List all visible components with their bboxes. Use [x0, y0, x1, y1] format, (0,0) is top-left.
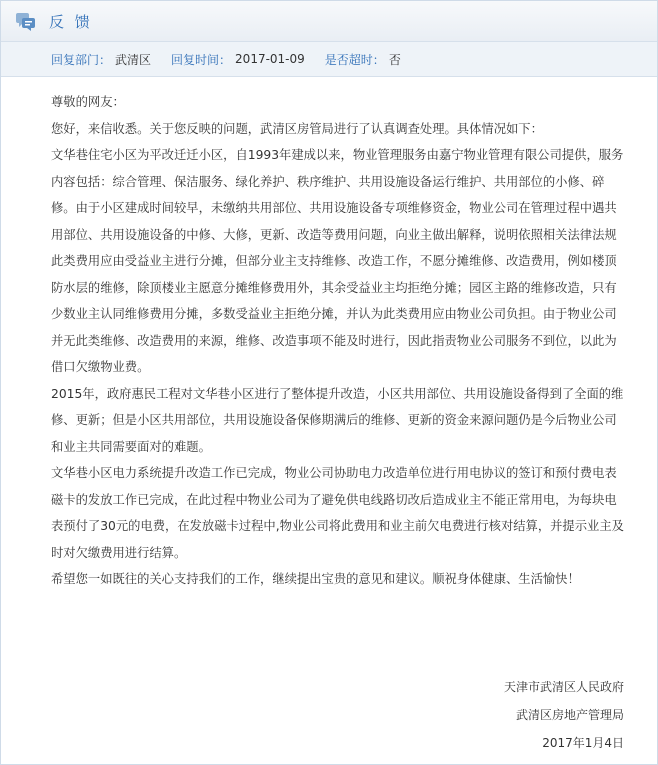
paragraph-electricity: 文华巷小区电力系统提升改造工作已完成，物业公司协助电力改造单位进行用电协议的签订和预付费电表磁卡的发放工作已完成，在此过程中物业公司为了避免供电线路切改后造成业主不能正常用电，为每块电表预付了30元的电费，在发放磁卡过程中,物业公司将此费用和业主前欠电费进行核对结算，并提示业主及时对欠缴费用进行结算。 [51, 466, 624, 560]
reply-meta-bar [1, 42, 657, 77]
reply-body [1, 77, 657, 593]
reply-dept-value: 武清区 [115, 52, 152, 67]
reply-time-label: 回复时间： [171, 52, 232, 67]
paragraph-intro: 您好，来信收悉。关于您反映的问题，武清区房管局进行了认真调查处理。具体情况如下： [51, 121, 543, 136]
paragraph-background: 文华巷住宅小区为平改迁迁小区，自1993年建成以来，物业管理服务由嘉宁物业管理有限公司提供，服务内容包括：综合管理、保洁服务、绿化养护、秩序维护、共用设施设备运行维护、共用部位的小修、碎修。由于小区建成时间较早，未缴纳共用部位、共用设施设备专项维修资金，物业公司在管理过程中遇共用部位、共用设施设备的中修、大修，更新、改造等费用问题，向业主做出解释，说明依照相关法律法规此类费用应由受益业主进行分摊，但部分业主支持维修、改造工作，不愿分摊维修、改造费用，例如楼顶防水层的维修，除顶楼业主愿意分摊维修费用外，其余受益业主均拒绝分摊；园区主路的维修改造，只有少数业主认同维修费用分摊，多数受益业主拒绝分摊，并认为此类费用应由物业公司负担。由于物业公司并无此类维修、改造费用的来源，维修、改造事项不能及时进行，因此指责物业公司服务不到位，以此为借口欠缴物业费。 [51, 148, 624, 374]
reply-time-value: 2017-01-09 [235, 52, 305, 66]
signature-date: 2017年1月4日 [542, 736, 624, 750]
reply-time [171, 51, 305, 68]
paragraph-closing: 希望您一如既往的关心支持我们的工作，继续提出宝贵的意见和建议。顺祝身体健康、生活愉快！ [51, 572, 580, 586]
reply-timeout [325, 51, 401, 68]
feedback-title: 反 馈 [49, 12, 93, 31]
feedback-title-bar [1, 1, 657, 42]
chat-bubbles-icon [15, 10, 37, 32]
paragraph-renovation: 2015年，政府惠民工程对文华巷小区进行了整体提升改造，小区共用部位、共用设施设备得到了全面的维修、更新；但是小区共用部位，共用设施设备保修期满后的维修、更新的资金来源问题仍是今后物业公司和业主共同需要面对的难题。 [51, 386, 624, 454]
reply-dept-label: 回复部门： [51, 52, 112, 67]
salutation: 尊敬的网友： [51, 95, 125, 109]
reply-timeout-value: 否 [388, 52, 401, 67]
reply-dept [51, 51, 151, 68]
signature-block [504, 673, 624, 757]
signature-org-government: 天津市武清区人民政府 [503, 680, 624, 694]
signature-org-bureau: 武清区房地产管理局 [515, 708, 624, 722]
reply-timeout-label: 是否超时： [324, 52, 385, 67]
